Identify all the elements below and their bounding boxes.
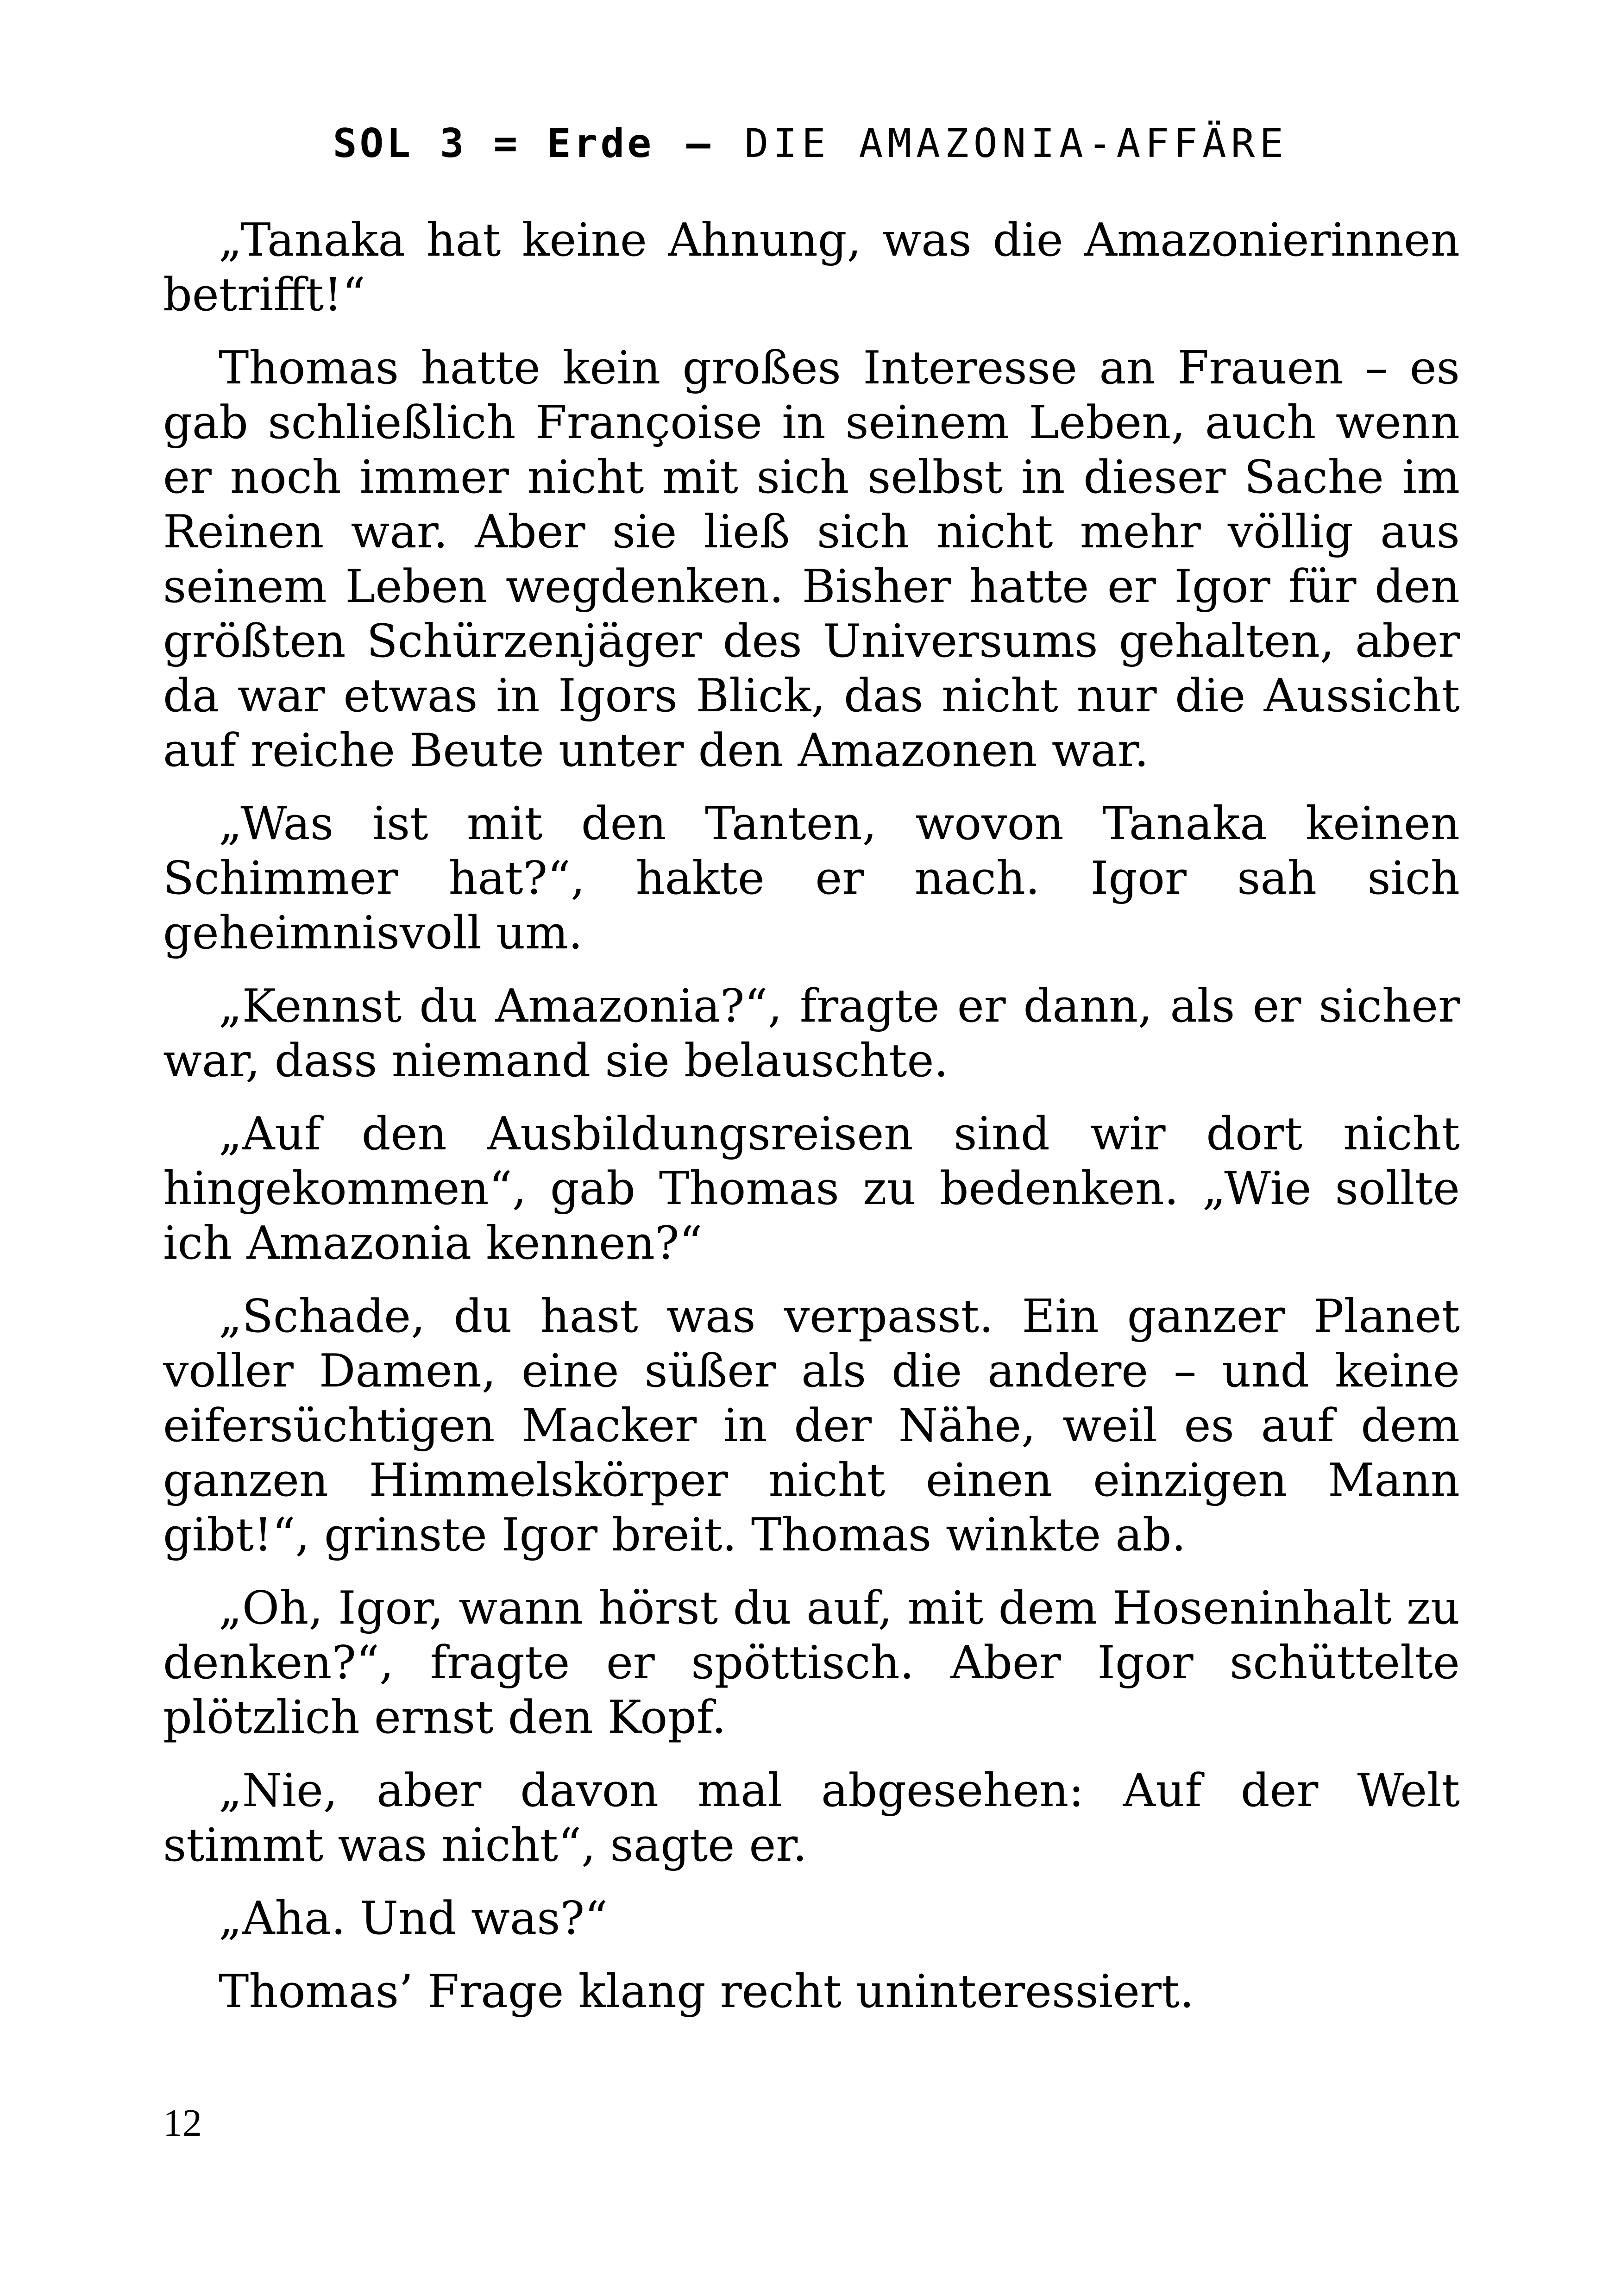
paragraph: „Schade, du hast was verpasst. Ein ganzer Planet voller Damen, eine süßer als die andere – und keine eifersüchtigen Macker in der Nähe, weil es auf dem ganzen Himmelskörper nicht einen einzigen Mann gibt!“, grinste Igor breit. Thomas winkte ab. [163,1290,1460,1562]
paragraph: „Auf den Ausbildungsreisen sind wir dort nicht hingekommen“, gab Thomas zu bedenken. „Wie sollte ich Amazonia kennen?“ [163,1108,1460,1270]
paragraph: Thomas hatte kein großes Interesse an Frauen – es gab schließlich Françoise in seinem Leben, auch wenn er noch immer nicht mit sich selbst in dieser Sache im Reinen war. Aber sie ließ sich nicht mehr völlig aus seinem Leben wegdenken. Bisher hatte er Igor für den größten Schürzenjäger des Universums gehalten, aber da war etwas in Igors Blick, das nicht nur die Aussicht auf reiche Beute unter den Amazonen war. [163,342,1460,777]
paragraph: „Oh, Igor, wann hörst du auf, mit dem Hoseninhalt zu denken?“, fragte er spöttisch. Aber Igor schüttelte plötzlich ernst den Kopf. [163,1582,1460,1744]
series-title: SOL 3 = Erde [333,120,654,167]
book-subtitle: DIE AMAZONIA-AFFÄRE [744,120,1288,167]
running-header [162,118,1459,169]
page-number: 12 [163,2102,202,2145]
header-separator: – [686,120,712,167]
paragraph: „Nie, aber davon mal abgesehen: Auf der Welt stimmt was nicht“, sagte er. [163,1764,1460,1872]
paragraph: „Tanaka hat keine Ahnung, was die Amazonierinnen betrifft!“ [163,214,1460,321]
paragraph: Thomas’ Frage klang recht uninteressiert. [219,1965,1194,2018]
paragraph: „Aha. Und was?“ [219,1892,608,1945]
paragraph: „Was ist mit den Tanten, wovon Tanaka keinen Schimmer hat?“, hakte er nach. Igor sah sich geheimnisvoll um. [163,797,1460,960]
body-text [163,213,1460,2038]
paragraph: „Kennst du Amazonia?“, fragte er dann, als er sicher war, dass niemand sie belauschte. [163,980,1460,1087]
